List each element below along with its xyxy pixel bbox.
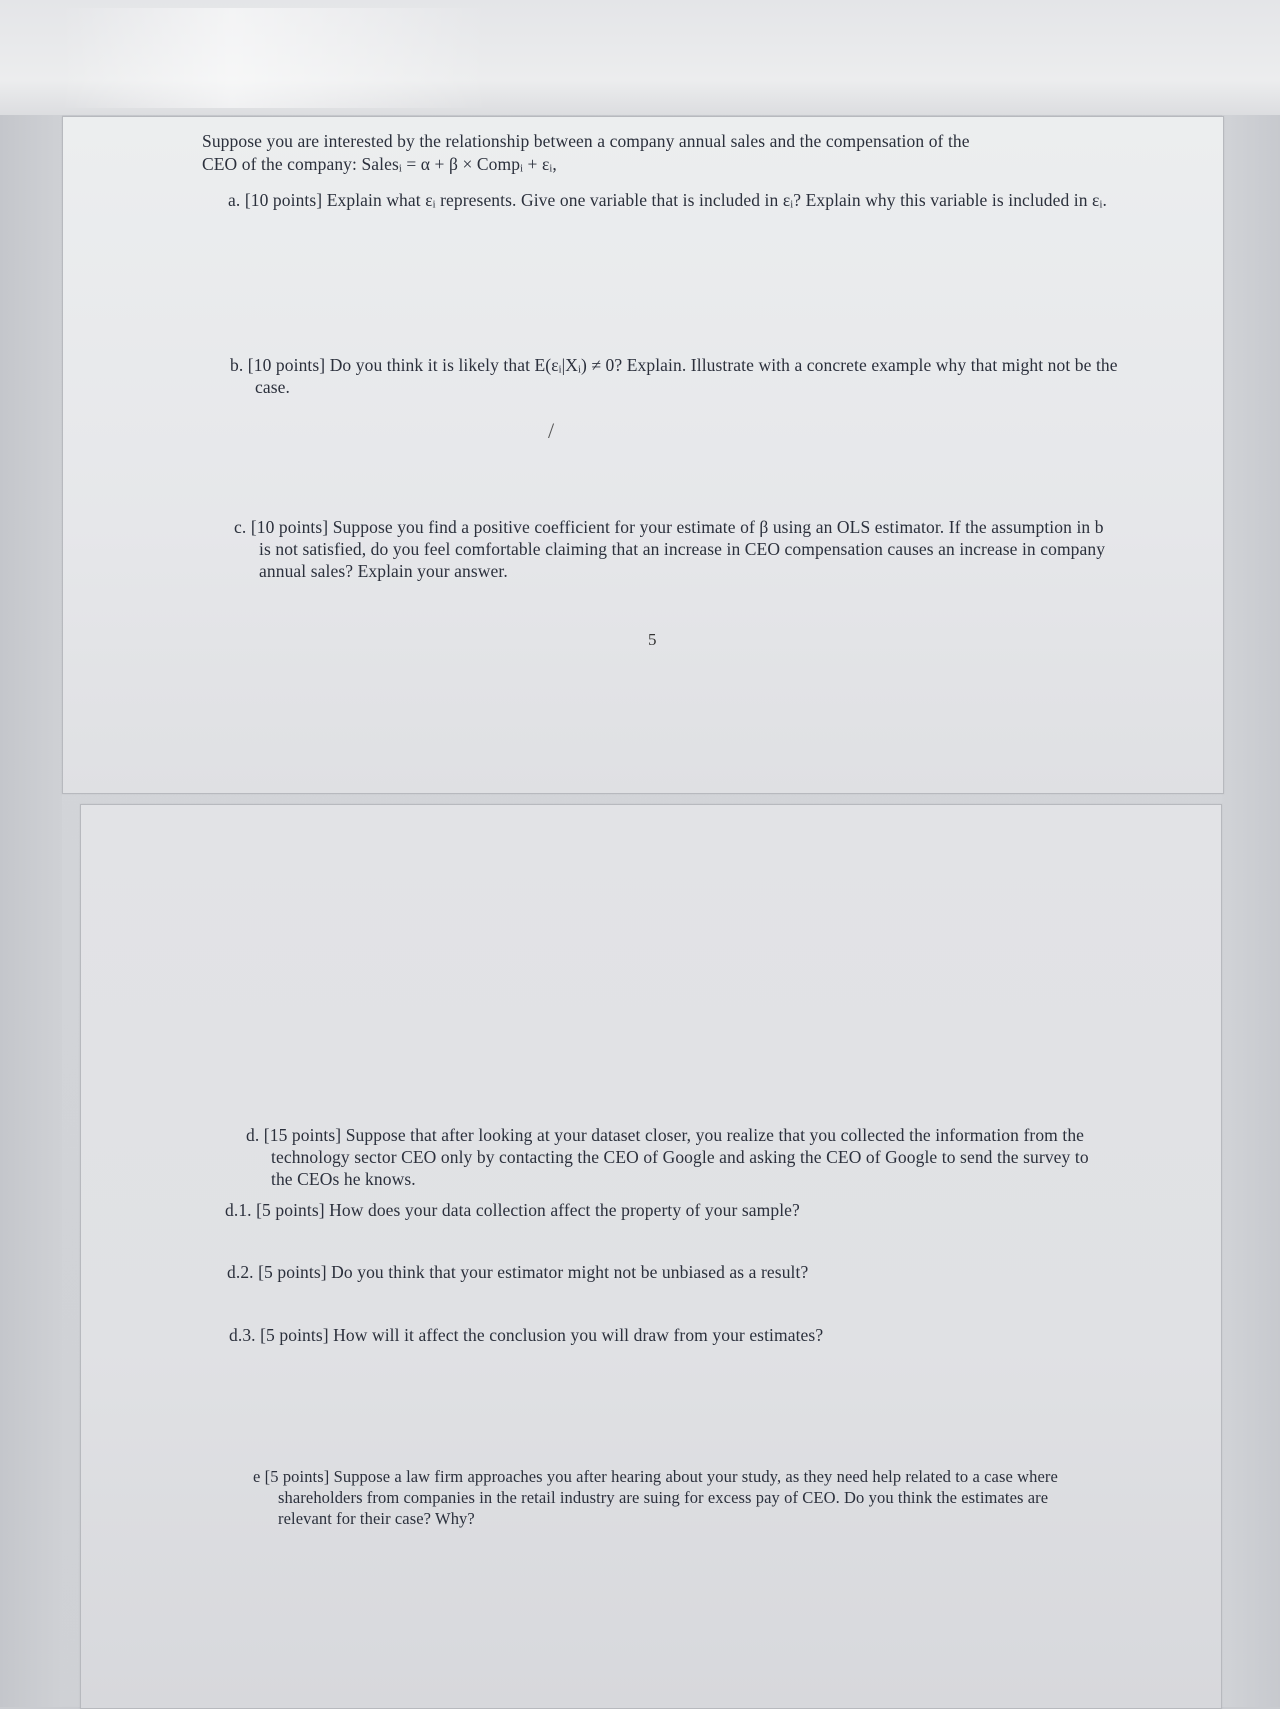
- exam-page-lower: [80, 804, 1222, 1709]
- intro-line-1: Suppose you are interested by the relationship between a company annual sales and the compensation of the: [202, 131, 970, 151]
- question-d: d. [15 points] Suppose that after looking at your dataset closer, you realize that you collected the information from the technology sector CEO only by contacting the CEO of Google and asking the CEO of Google to send the survey to the CEOs he knows.: [246, 1125, 1089, 1189]
- question-a: a. [10 points] Explain what εᵢ represents. Give one variable that is included in εᵢ? Explain why this variable is included in εᵢ.: [228, 190, 1107, 210]
- question-d3: d.3. [5 points] How will it affect the conclusion you will draw from your estimates?: [229, 1325, 824, 1345]
- exam-page-upper: [62, 116, 1224, 794]
- question-d2: d.2. [5 points] Do you think that your estimator might not be unbiased as a result?: [227, 1262, 809, 1282]
- question-e: e [5 points] Suppose a law firm approaches you after hearing about your study, as they need help related to a case where shareholders from companies in the retail industry are suing for excess pay of CEO. Do you think the estimates are relevant for their case? Why?: [253, 1467, 1058, 1528]
- question-c: c. [10 points] Suppose you find a positive coefficient for your estimate of β using an OLS estimator. If the assumption in b is not satisfied, do you feel comfortable claiming that an increase in CEO compensation causes an increase in company annual sales? Explain your answer.: [234, 517, 1106, 581]
- page-number: 5: [648, 630, 657, 649]
- stray-pen-mark: /: [548, 418, 555, 443]
- left-margin: [0, 115, 62, 1707]
- right-margin: [1222, 115, 1280, 1707]
- screen-top-glare: [0, 0, 1280, 115]
- question-b: b. [10 points] Do you think it is likely that E(εᵢ|Xᵢ) ≠ 0? Explain. Illustrate with a concrete example why that might not be the case.: [230, 355, 1118, 397]
- intro-line-2: CEO of the company: Salesᵢ = α + β × Compᵢ + εᵢ,: [202, 154, 557, 174]
- question-d1: d.1. [5 points] How does your data collection affect the property of your sample?: [225, 1200, 800, 1220]
